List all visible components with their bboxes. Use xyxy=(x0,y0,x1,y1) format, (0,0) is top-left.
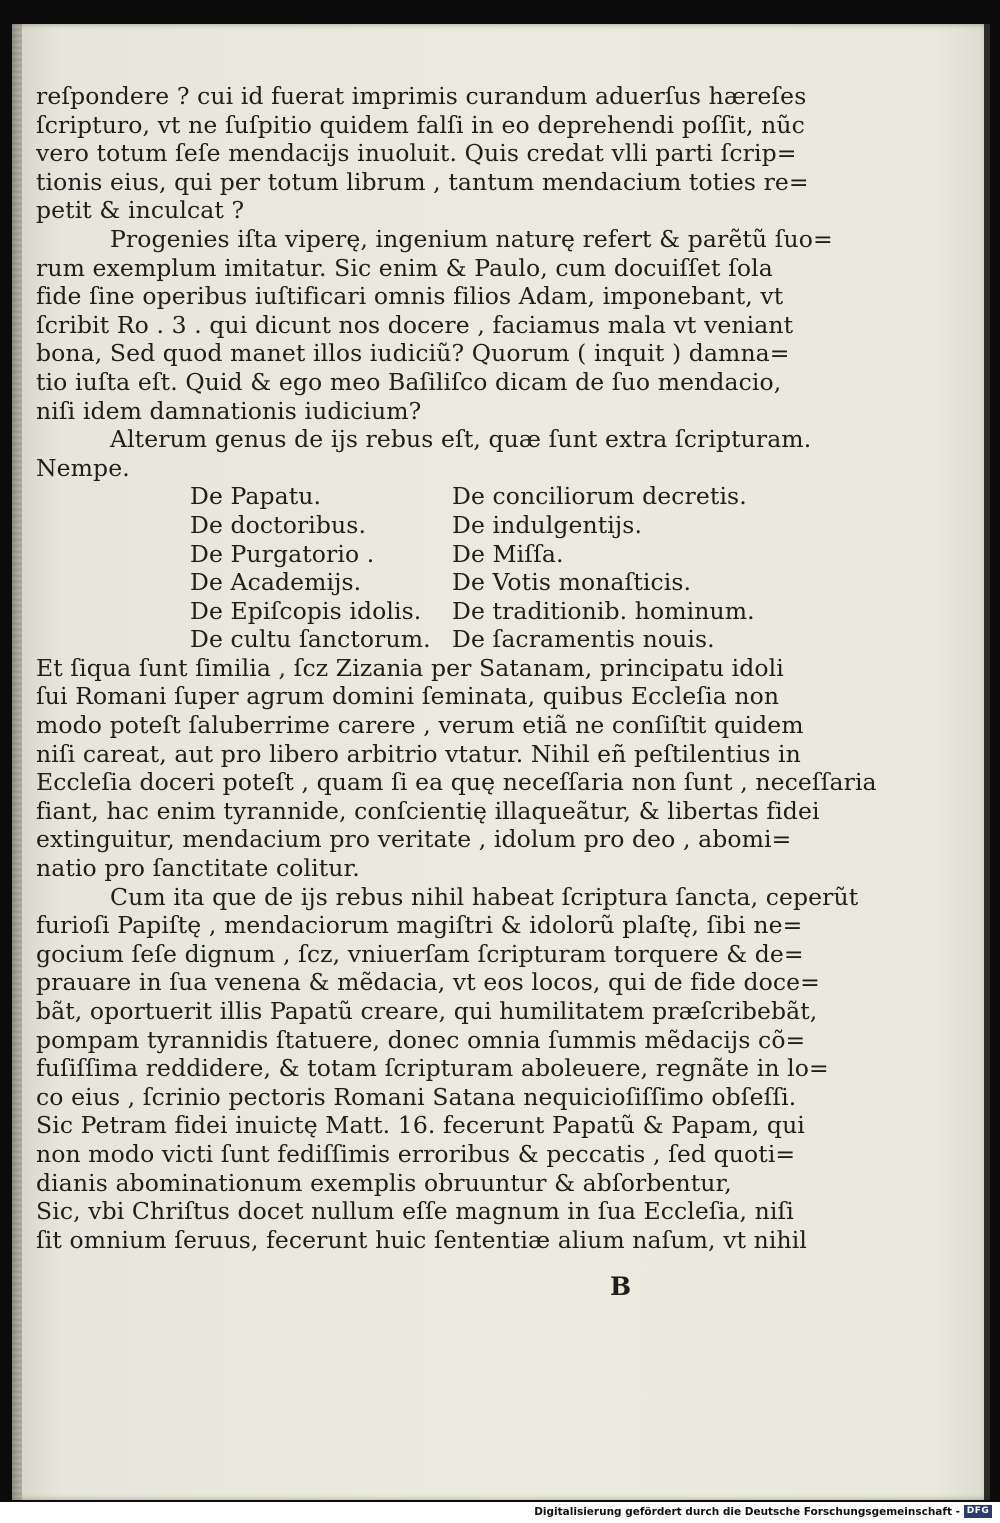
text-line: tio iuſta eſt. Quid & ego meo Baſiliſco dicam de ſuo mendacio, xyxy=(36,367,782,396)
text-line: ſui Romani ſuper agrum domini ſeminata, quibus Eccleſia non xyxy=(36,682,780,711)
text-line: prauare in ſua venena & mẽdacia, vt eos locos, qui de fide doce= xyxy=(36,968,820,997)
page-binding-edge xyxy=(12,24,22,1500)
list-item-right: De ſacramentis nouis. xyxy=(452,625,715,654)
list-row xyxy=(36,568,776,597)
text-line: co eius , ſcrinio pectoris Romani Satana nequicioſiſſimo obſeſſi. xyxy=(36,1082,797,1111)
list-item-left: De Papatu. xyxy=(190,482,322,511)
text-line: Nempe. xyxy=(36,453,130,482)
two-column-list xyxy=(36,482,776,654)
text-line: Eccleſia doceri poteſt , quam ſi ea quę neceſſaria non ſunt , neceſſaria xyxy=(36,768,877,797)
paragraph-3 xyxy=(36,425,812,482)
text-line: dianis abominationum exemplis obruuntur & abſorbentur, xyxy=(36,1168,732,1197)
text-line: bãt, oportuerit illis Papatũ creare, qui humilitatem præſcribebãt, xyxy=(36,997,818,1025)
list-item-right: De traditionib. hominum. xyxy=(452,596,755,625)
text-line: Progenies iſta viperę, ingenium naturę refert & parẽtũ ſuo= xyxy=(110,224,833,253)
text-line: furioſi Papiſtę , mendaciorum magiſtri & idolorũ plaſtę, ſibi ne= xyxy=(36,911,803,940)
dfg-logo: DFG xyxy=(964,1505,992,1518)
book-page xyxy=(12,24,990,1500)
signature-mark: B xyxy=(610,1272,632,1301)
text-line: niſi careat, aut pro libero arbitrio vtatur. Nihil eñ peſtilentius in xyxy=(36,739,801,768)
list-row xyxy=(36,540,776,569)
text-line: fide ſine operibus iuſtificari omnis filios Adam, imponebant, vt xyxy=(36,282,784,311)
text-line: reſpondere ? cui id fuerat imprimis curandum aduerſus hæreſes xyxy=(36,82,807,110)
footer-bar xyxy=(0,1502,1000,1523)
text-line: rum exemplum imitatur. Sic enim & Paulo, cum docuiſſet ſola xyxy=(36,253,773,282)
text-line: Sic Petram fidei inuictę Matt. 16. fecerunt Papatũ & Papam, qui xyxy=(36,1111,805,1140)
list-item-left: De Academijs. xyxy=(190,568,362,597)
list-row xyxy=(36,597,776,626)
text-line: ſit omnium ſeruus, fecerunt huic ſententiæ alium naſum, vt nihil xyxy=(36,1225,807,1254)
list-item-left: De Purgatorio . xyxy=(190,539,375,568)
text-line: ſcripturo, vt ne ſuſpitio quidem falſi in eo deprehendi poſſit, nũc xyxy=(36,110,805,139)
text-line: extinguitur, mendacium pro veritate , idolum pro deo , abomi= xyxy=(36,825,792,854)
list-item-left: De cultu ſanctorum. xyxy=(190,625,431,654)
paragraph-1 xyxy=(36,82,809,225)
list-item-right: De conciliorum decretis. xyxy=(452,482,747,511)
paragraph-5 xyxy=(36,882,859,1255)
text-line: Alterum genus de ijs rebus eſt, quæ ſunt extra ſcripturam. xyxy=(110,425,812,454)
list-row xyxy=(36,511,776,540)
text-line: fiant, hac enim tyrannide, conſcientię illaqueãtur, & libertas fidei xyxy=(36,796,820,825)
list-item-left: De doctoribus. xyxy=(190,510,367,539)
text-line: ſcribit Ro . 3 . qui dicunt nos docere , faciamus mala vt veniant xyxy=(36,310,794,339)
text-line: niſi idem damnationis iudicium? xyxy=(36,396,422,425)
text-line: Sic, vbi Chriſtus docet nullum eſſe magnum in ſua Eccleſia, niſi xyxy=(36,1197,794,1226)
text-line: Cum ita que de ijs rebus nihil habeat ſcriptura ſancta, ceperũt xyxy=(110,882,859,911)
text-line: Et ſiqua ſunt ſimilia , ſcz Zizania per Satanam, principatu idoli xyxy=(36,653,784,682)
text-line: natio pro ſanctitate colitur. xyxy=(36,854,360,883)
list-row xyxy=(36,625,776,654)
paragraph-4 xyxy=(36,653,877,883)
list-item-left: De Epiſcopis idolis. xyxy=(190,596,422,625)
text-line: petit & inculcat ? xyxy=(36,196,245,225)
text-line: non modo victi ſunt fediſſimis erroribus & peccatis , ſed quoti= xyxy=(36,1139,796,1168)
text-line: tionis eius, qui per totum librum , tantum mendacium toties re= xyxy=(36,167,809,196)
list-item-right: De Miſſa. xyxy=(452,539,564,568)
text-line: bona, Sed quod manet illos iudiciũ? Quorum ( inquit ) damna= xyxy=(36,339,790,368)
list-item-right: De Votis monaſticis. xyxy=(452,568,692,597)
list-row xyxy=(36,482,776,511)
funding-credit: Digitalisierung gefördert durch die Deutsche Forschungsgemeinschaft - xyxy=(534,1506,960,1518)
text-line: vero totum ſeſe mendacijs inuoluit. Quis credat vlli parti ſcrip= xyxy=(36,139,797,168)
page-text xyxy=(36,82,877,1254)
text-line: pompam tyrannidis ſtatuere, donec omnia ſummis mẽdacijs cõ= xyxy=(36,1025,806,1054)
list-item-right: De indulgentijs. xyxy=(452,510,643,539)
text-line: gocium ſeſe dignum , ſcz, vniuerſam ſcripturam torquere & de= xyxy=(36,939,804,968)
paragraph-2 xyxy=(36,224,833,425)
text-line: modo poteſt ſaluberrime carere , verum etiã ne conſiſtit quidem xyxy=(36,711,804,740)
text-line: fuſiſſima reddidere, & totam ſcripturam aboleuere, regnãte in lo= xyxy=(36,1054,829,1083)
